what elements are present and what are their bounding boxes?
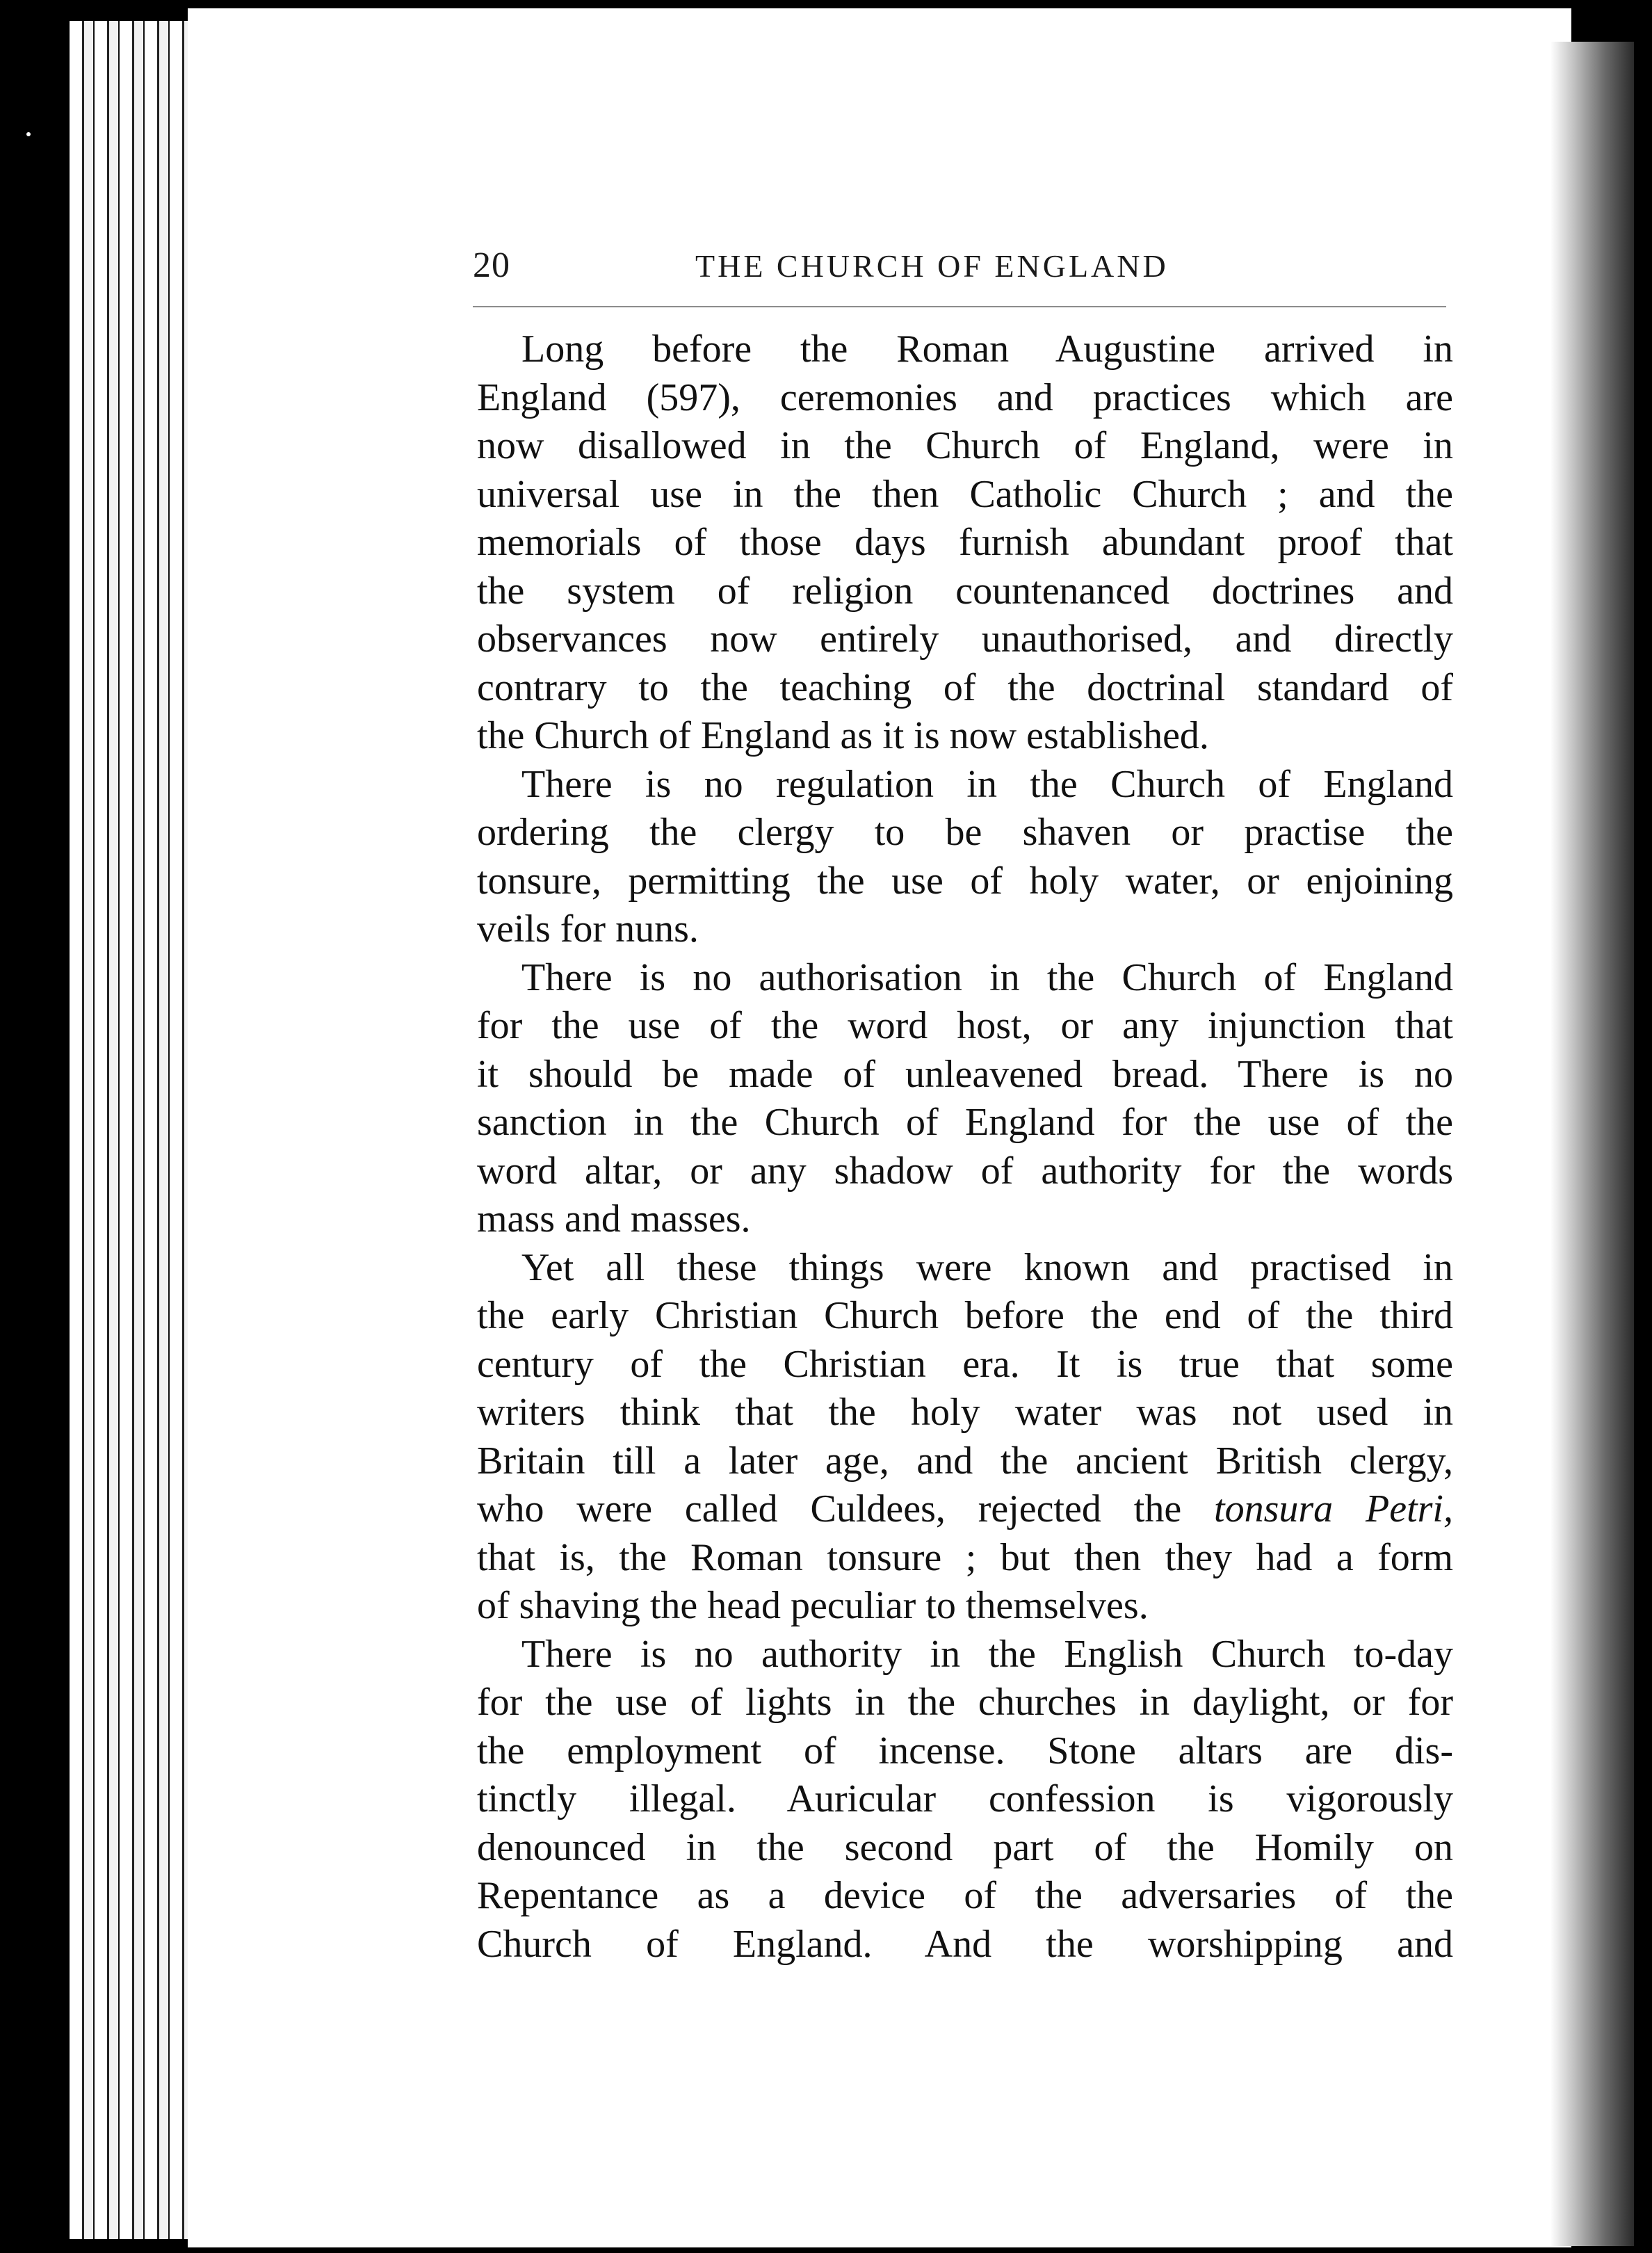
text-line: that is, the Roman tonsure ; but then they had a form — [477, 1535, 1453, 1579]
text-line: Church of England. And the worshipping and — [477, 1922, 1453, 1966]
text-line-with-italic — [477, 1485, 1453, 1534]
text-line: now disallowed in the Church of England, were in — [477, 424, 1453, 467]
text-line: veils for nuns. — [477, 907, 699, 951]
text-line: the Church of England as it is now established. — [477, 714, 1209, 757]
text-line: the employment of incense. Stone altars are dis- — [477, 1729, 1453, 1772]
text-line: observances now entirely unauthorised, and directly — [477, 617, 1453, 661]
text-line: England (597), ceremonies and practices which are — [477, 376, 1453, 419]
gutter-shadow — [1550, 42, 1634, 2246]
text-line: of shaving the head peculiar to themselves. — [477, 1584, 1149, 1627]
text-line: the system of religion countenanced doctrines and — [477, 569, 1453, 613]
running-title: THE CHURCH OF ENGLAND — [695, 248, 1169, 284]
text-line: universal use in the then Catholic Church ; and the — [477, 472, 1453, 516]
page-header — [473, 245, 1453, 286]
text-line: sanction in the Church of England for the use of the — [477, 1101, 1453, 1144]
text-line: the early Christian Church before the end of the third — [477, 1294, 1453, 1337]
text-line: writers think that the holy water was not used in — [477, 1391, 1453, 1434]
page-number: 20 — [473, 245, 510, 285]
scan-speck — [26, 132, 31, 136]
text-line: There is no regulation in the Church of England — [521, 762, 1453, 806]
text-line: There is no authority in the English Church to-day — [521, 1632, 1453, 1676]
text-line: Long before the Roman Augustine arrived in — [521, 328, 1453, 371]
header-rule — [473, 306, 1446, 307]
text-line: for the use of lights in the churches in daylight, or for — [477, 1681, 1453, 1724]
italic-phrase: tonsura Petri, — [1214, 1487, 1453, 1531]
body-text — [477, 325, 1453, 1969]
text-segment: who were called Culdees, rejected the — [477, 1487, 1182, 1531]
text-line: tonsure, permitting the use of holy water, or enjoining — [477, 859, 1453, 903]
text-line: it should be made of unleavened bread. There is no — [477, 1052, 1453, 1096]
text-line: century of the Christian era. It is true that some — [477, 1342, 1453, 1386]
text-line: There is no authorisation in the Church of England — [521, 955, 1453, 999]
text-line: denounced in the second part of the Homily on — [477, 1825, 1453, 1869]
text-line: ordering the clergy to be shaven or practise the — [477, 811, 1453, 854]
text-line: Repentance as a device of the adversaries of the — [477, 1874, 1453, 1917]
text-line: for the use of the word host, or any injunction that — [477, 1004, 1453, 1047]
text-line: memorials of those days furnish abundant proof that — [477, 521, 1453, 564]
text-line: mass and masses. — [477, 1197, 751, 1241]
text-line: tinctly illegal. Auricular confession is vigorously — [477, 1777, 1453, 1820]
text-line: Britain till a later age, and the ancient British clergy, — [477, 1439, 1453, 1483]
text-line: word altar, or any shadow of authority for the words — [477, 1149, 1453, 1193]
text-line: Yet all these things were known and practised in — [521, 1245, 1453, 1289]
text-line: contrary to the teaching of the doctrinal standard of — [477, 665, 1453, 709]
